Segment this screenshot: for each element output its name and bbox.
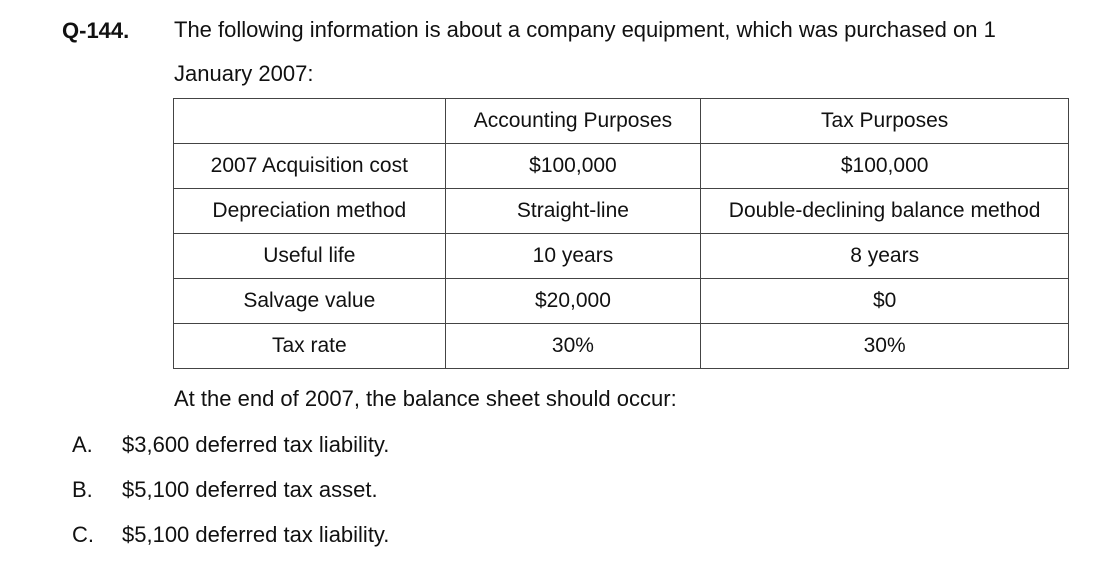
answer-option-b[interactable] xyxy=(72,477,378,503)
option-letter: B. xyxy=(72,477,93,502)
table-cell: $0 xyxy=(701,279,1069,324)
option-text: $5,100 deferred tax asset. xyxy=(122,477,378,502)
table-cell: $20,000 xyxy=(445,279,701,324)
row-label: 2007 Acquisition cost xyxy=(174,144,446,189)
table-cell: $100,000 xyxy=(701,144,1069,189)
row-label: Useful life xyxy=(174,234,446,279)
table-cell: 30% xyxy=(701,324,1069,369)
table-cell: Straight-line xyxy=(445,189,701,234)
row-label: Depreciation method xyxy=(174,189,446,234)
table-row xyxy=(174,279,1069,324)
question-stem: The following information is about a company equipment, which was purchased on 1 January 2007: xyxy=(174,17,996,86)
equipment-data-table xyxy=(173,98,1069,369)
row-label: Salvage value xyxy=(174,279,446,324)
table-cell: 10 years xyxy=(445,234,701,279)
table-header-row xyxy=(174,99,1069,144)
table-cell: 30% xyxy=(445,324,701,369)
table-cell: Double-declining balance method xyxy=(701,189,1069,234)
question-prompt: At the end of 2007, the balance sheet should occur: xyxy=(174,386,677,411)
table-row xyxy=(174,189,1069,234)
option-text: $3,600 deferred tax liability. xyxy=(122,432,390,457)
answer-option-a[interactable] xyxy=(72,432,389,458)
question-number: Q-144. xyxy=(62,18,130,43)
option-text: $5,100 deferred tax liability. xyxy=(122,522,390,547)
table-header-cell: Tax Purposes xyxy=(701,99,1069,144)
option-letter: C. xyxy=(72,522,94,547)
option-letter: A. xyxy=(72,432,93,457)
table-cell: 8 years xyxy=(701,234,1069,279)
table-cell: $100,000 xyxy=(445,144,701,189)
table-row xyxy=(174,144,1069,189)
table-header-cell: Accounting Purposes xyxy=(445,99,701,144)
table-header-cell xyxy=(174,99,446,144)
table-row xyxy=(174,324,1069,369)
row-label: Tax rate xyxy=(174,324,446,369)
table-row xyxy=(174,234,1069,279)
answer-option-c[interactable] xyxy=(72,522,389,548)
